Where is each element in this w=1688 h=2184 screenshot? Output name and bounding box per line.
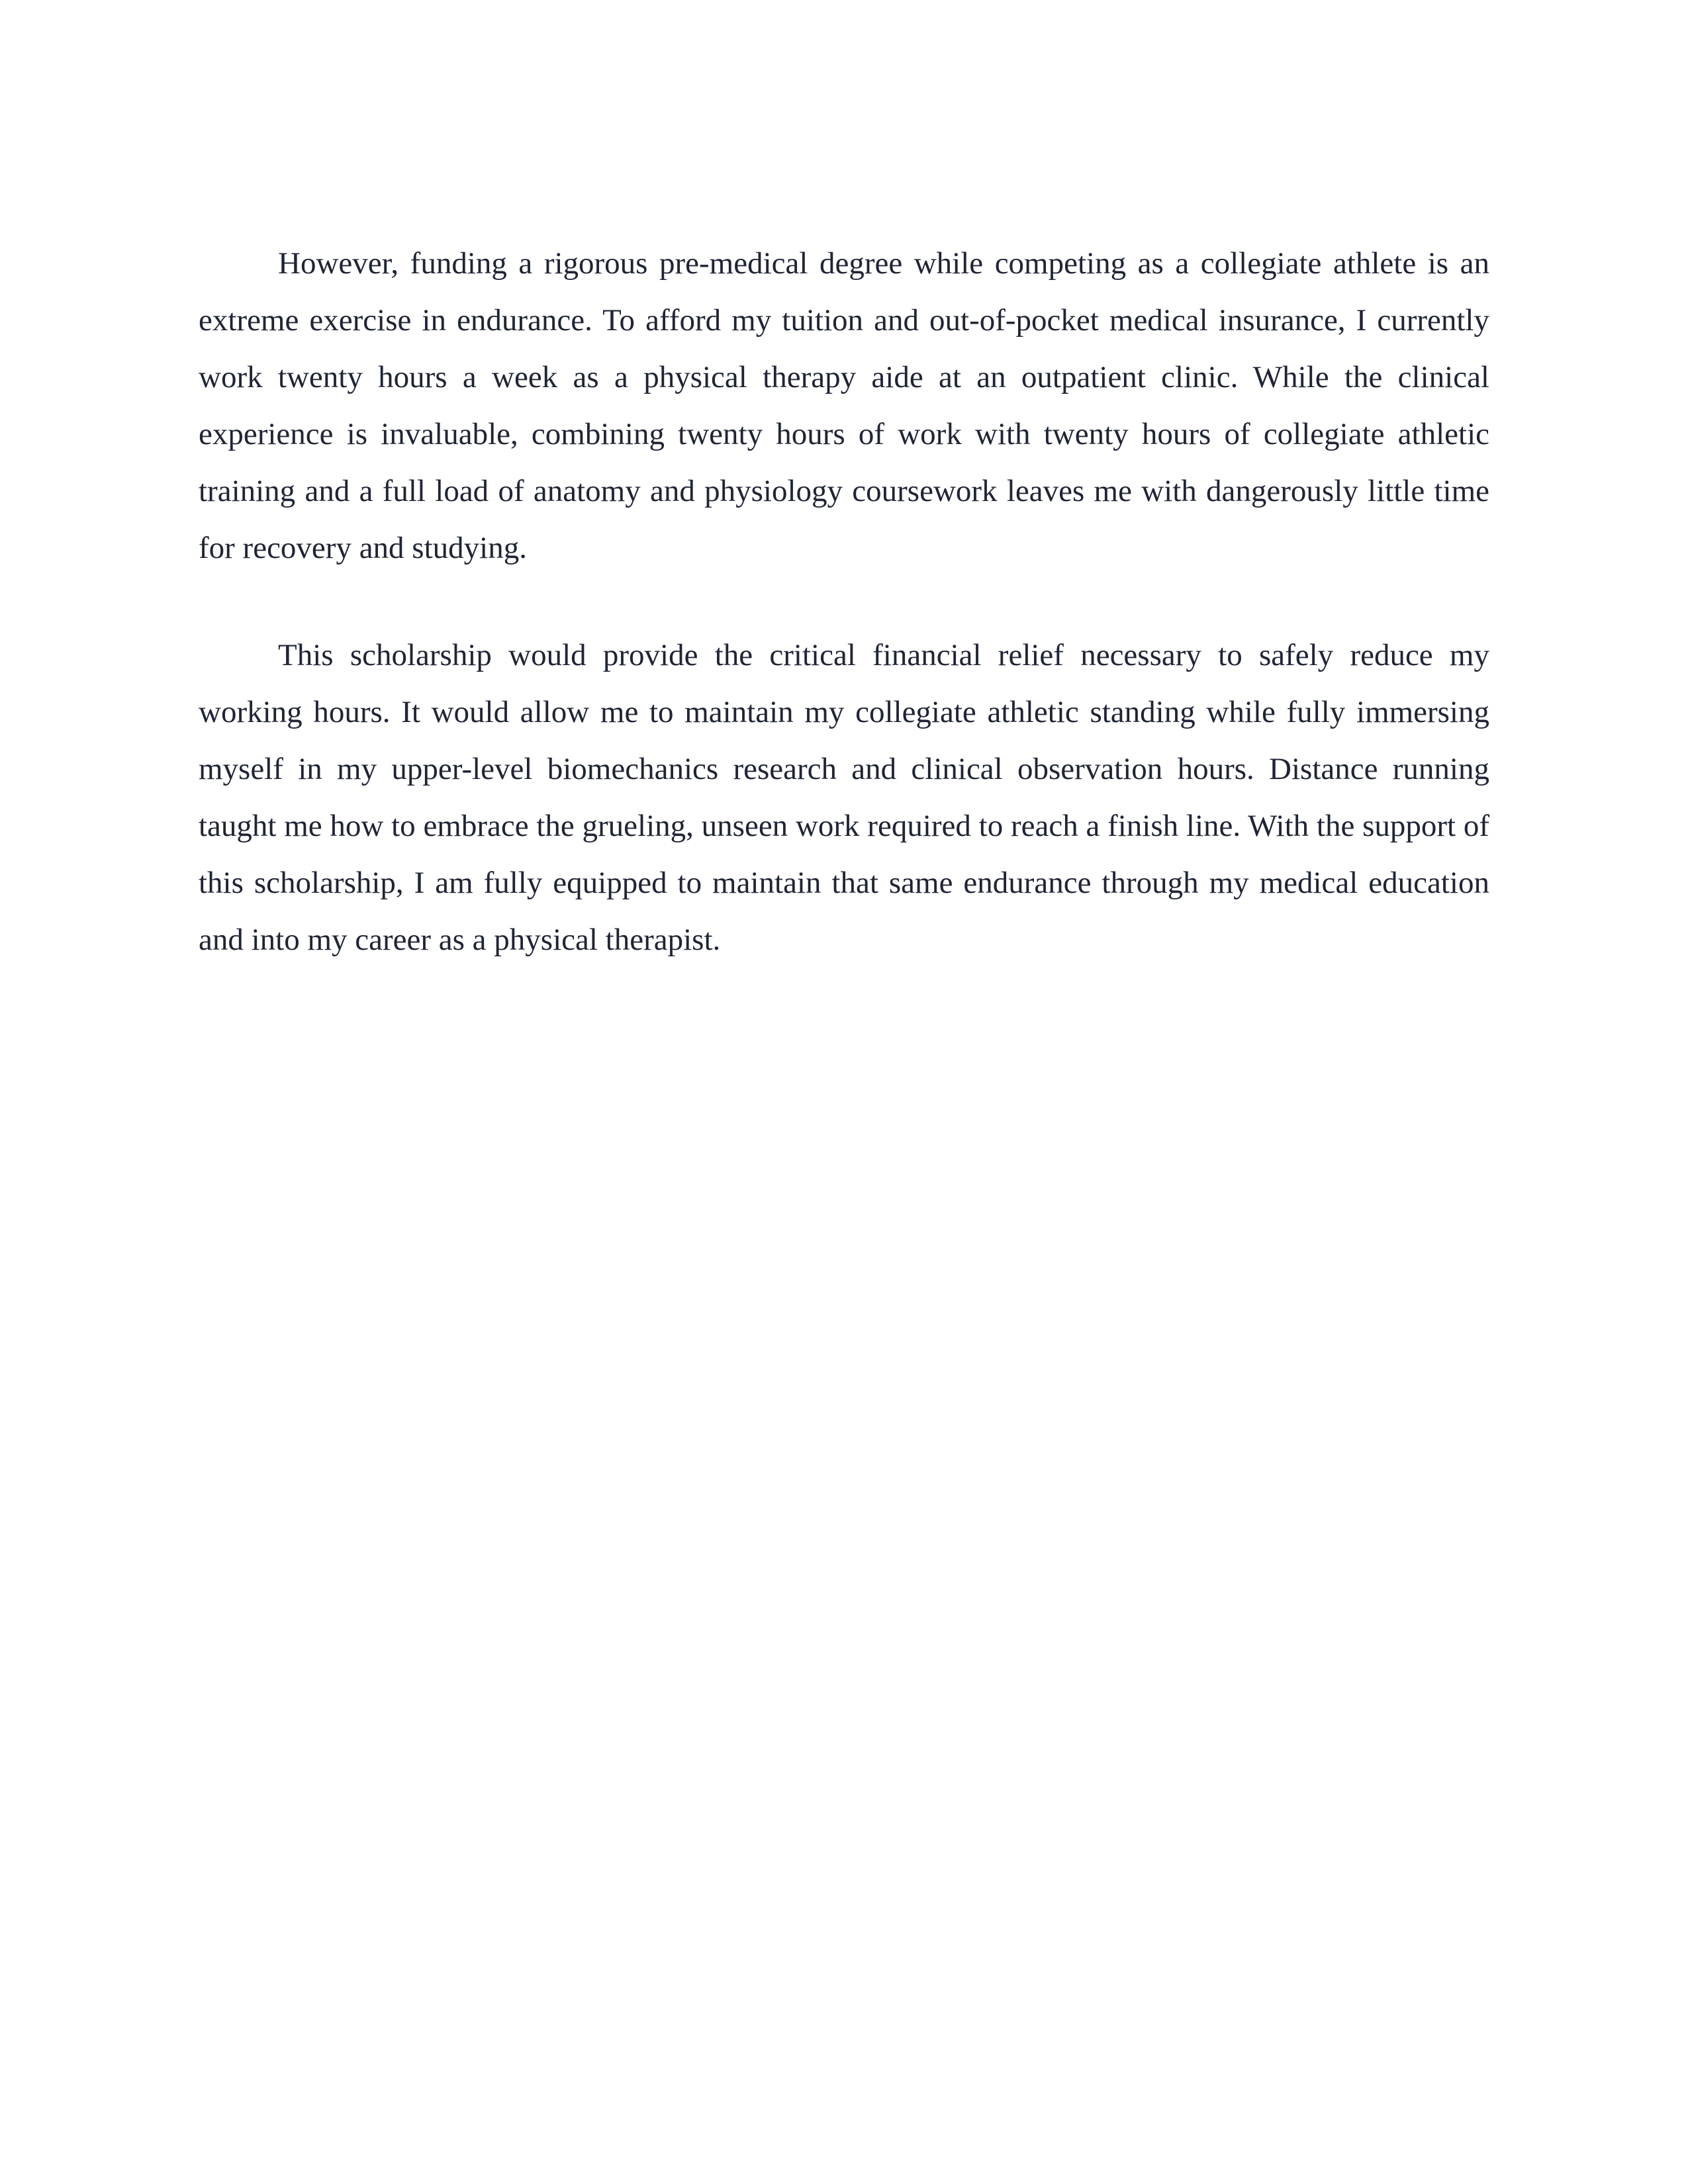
- paragraph-scholarship-impact: This scholarship would provide the critical financial relief necessary to safely reduce my working hours. It would allow me to maintain my collegiate athletic standing while fully immersing myself in my upper-level biomechanics research and clinical observation hours. Distance running taught me how to embrace the grueling, unseen work required to reach a finish line. With the support of this scholarship, I am fully equipped to maintain that same endurance through my medical education and into my career as a physical therapist.: [199, 638, 1489, 957]
- paragraph-funding-challenges: However, funding a rigorous pre-medical degree while competing as a collegiate athlete is an extreme exercise in endurance. To afford my tuition and out-of-pocket medical insurance, I currently work twenty hours a week as a physical therapy aide at an outpatient clinic. While the clinical experience is invaluable, combining twenty hours of work with twenty hours of collegiate athletic training and a full load of anatomy and physiology coursework leaves me with dangerously little time for recovery and studying.: [199, 246, 1489, 565]
- document-body: [199, 235, 1489, 968]
